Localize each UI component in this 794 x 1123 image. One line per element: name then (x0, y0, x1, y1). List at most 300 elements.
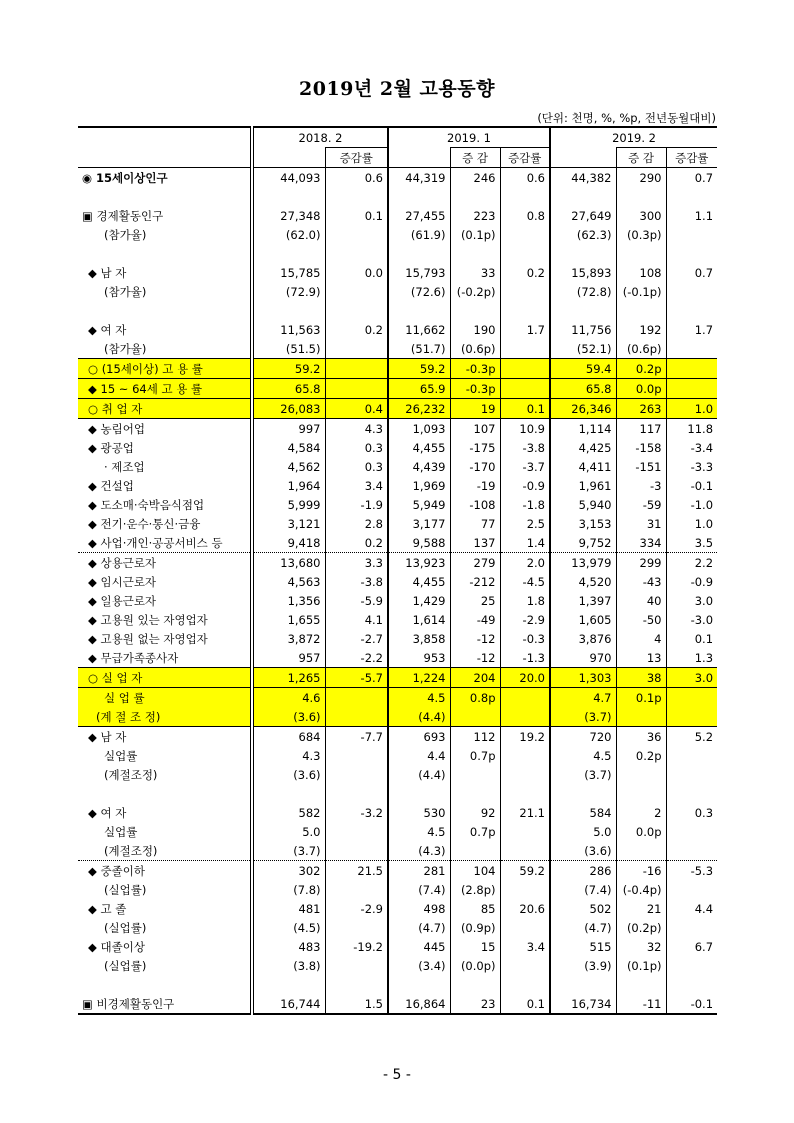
row-value: 0.2 (325, 533, 388, 553)
row-value: 33 (450, 263, 500, 282)
row-value: 38 (616, 668, 666, 688)
row-value: -3.8 (325, 572, 388, 591)
row-value: 16,734 (550, 994, 616, 1014)
row-value: -2.9 (500, 610, 550, 629)
row-value: 3.4 (325, 476, 388, 495)
row-value (325, 225, 388, 244)
header-corner (78, 127, 252, 168)
row-value: 279 (450, 553, 500, 573)
row-label: ◆ 고용원 없는 자영업자 (78, 629, 252, 648)
table-row (78, 225, 717, 244)
row-value: 3,153 (550, 514, 616, 533)
row-value: 4,411 (550, 457, 616, 476)
row-value: 3,121 (252, 514, 325, 533)
row-value: 0.6 (325, 168, 388, 188)
row-value: 1,093 (388, 419, 450, 439)
row-value (450, 841, 500, 861)
row-value: -1.9 (325, 495, 388, 514)
row-value: 970 (550, 648, 616, 668)
row-value (500, 339, 550, 359)
table-row (78, 822, 717, 841)
row-value: 0.1p (616, 688, 666, 708)
row-value: 4.5 (550, 746, 616, 765)
row-value (450, 765, 500, 784)
row-value: 108 (616, 263, 666, 282)
table-row (78, 379, 717, 399)
row-value: -170 (450, 457, 500, 476)
row-value: 4,584 (252, 438, 325, 457)
row-value: 1,605 (550, 610, 616, 629)
row-value (666, 841, 717, 861)
row-value: 104 (450, 861, 500, 881)
row-value (666, 379, 717, 399)
row-value: 27,455 (388, 206, 450, 225)
row-value: 4.5 (388, 822, 450, 841)
row-value: 65.9 (388, 379, 450, 399)
row-label: ▣ 경제활동인구 (78, 206, 252, 225)
row-value: -0.9 (690, 574, 714, 589)
row-value: 4.3 (325, 419, 388, 439)
row-value: -12 (450, 629, 500, 648)
table-row (78, 339, 717, 359)
row-value: 15,793 (388, 263, 450, 282)
row-value (325, 746, 388, 765)
row-value: 59.2 (388, 359, 450, 379)
row-value: 15,893 (550, 263, 616, 282)
header-period-2019-1: 2019. 1 (388, 127, 550, 148)
row-value: 1,265 (252, 668, 325, 688)
row-value: 286 (550, 861, 616, 881)
row-label: 실업률 (78, 746, 252, 765)
row-value (500, 379, 550, 399)
row-value: 299 (616, 553, 666, 573)
row-label: ◆ 임시근로자 (78, 572, 252, 591)
row-value: 15 (450, 937, 500, 956)
row-value: 21.1 (500, 803, 550, 822)
row-value (666, 282, 717, 301)
row-label: (실업률) (78, 956, 252, 975)
table-row (78, 688, 717, 708)
row-value: -3.0 (690, 612, 714, 627)
row-value: 77 (450, 514, 500, 533)
row-value: (3.6) (252, 765, 325, 784)
table-row (78, 707, 717, 727)
row-value: -108 (450, 495, 500, 514)
row-value: -3.7 (500, 457, 550, 476)
row-value: 1,224 (388, 668, 450, 688)
row-value (666, 918, 717, 937)
row-value: 20.0 (500, 668, 550, 688)
row-value: (0.3p) (616, 225, 666, 244)
row-value (500, 880, 550, 899)
row-label: ○ 실 업 자 (78, 668, 252, 688)
row-label: ◆ 남 자 (78, 727, 252, 747)
row-value: -16 (616, 861, 666, 881)
row-value (666, 765, 717, 784)
row-value (500, 956, 550, 975)
table-row (78, 803, 717, 822)
row-value: -2.9 (325, 899, 388, 918)
row-value: -0.9 (500, 476, 550, 495)
table-row (78, 841, 717, 861)
row-value: (4.5) (252, 918, 325, 937)
row-value: -212 (450, 572, 500, 591)
row-value: 1,655 (252, 610, 325, 629)
row-value: 9,418 (252, 533, 325, 553)
row-value: 0.3 (325, 438, 388, 457)
row-value: 684 (252, 727, 325, 747)
row-value (500, 765, 550, 784)
row-value: 1,969 (388, 476, 450, 495)
row-value: (-0.1p) (616, 282, 666, 301)
row-value: -5.7 (325, 668, 388, 688)
page-number: - 5 - (383, 1067, 411, 1083)
table-row (78, 572, 717, 591)
table-row (78, 533, 717, 553)
row-value (325, 822, 388, 841)
row-value: 4.4 (388, 746, 450, 765)
page-title: 2019년 2월 고용동향 (299, 78, 495, 100)
row-value: (7.8) (252, 880, 325, 899)
row-value: -49 (450, 610, 500, 629)
row-value: (0.6p) (616, 339, 666, 359)
row-value: 11,756 (550, 320, 616, 339)
row-value: 1.7 (500, 320, 550, 339)
row-value: 0.2 (325, 320, 388, 339)
row-value: -3.2 (325, 803, 388, 822)
row-value: 5.0 (550, 822, 616, 841)
row-value: 16,744 (252, 994, 325, 1014)
row-value (325, 880, 388, 899)
row-value: 1,961 (550, 476, 616, 495)
table-row (78, 553, 717, 573)
row-value: -151 (616, 457, 666, 476)
row-value: 582 (252, 803, 325, 822)
row-value: (4.7) (388, 918, 450, 937)
row-value: 0.7p (450, 746, 500, 765)
row-label: (계절조정) (78, 841, 252, 861)
row-value: (0.1p) (450, 225, 500, 244)
row-value: 23 (450, 994, 500, 1014)
row-value (500, 841, 550, 861)
row-value: -11 (616, 994, 666, 1014)
row-value: 4.4 (694, 901, 714, 916)
row-value: 1,429 (388, 591, 450, 610)
row-value: 11.8 (666, 419, 717, 439)
row-value (666, 688, 717, 708)
row-value: 2.8 (325, 514, 388, 533)
row-value: (52.1) (550, 339, 616, 359)
row-value: 0.1 (325, 206, 388, 225)
row-value: 107 (450, 419, 500, 439)
row-value: 1.8 (500, 591, 550, 610)
row-value (616, 707, 666, 727)
row-value: 117 (616, 419, 666, 439)
row-value: 13,923 (388, 553, 450, 573)
row-value: (3.7) (550, 765, 616, 784)
row-value: (3.4) (388, 956, 450, 975)
row-value: 44,382 (550, 168, 616, 188)
row-value: 584 (550, 803, 616, 822)
row-value: 4.7 (550, 688, 616, 708)
table-row (78, 168, 717, 188)
row-value: (51.5) (252, 339, 325, 359)
row-value: 3,858 (388, 629, 450, 648)
row-label: (참가율) (78, 282, 252, 301)
row-value: 1,614 (388, 610, 450, 629)
row-value: 0.1 (500, 994, 550, 1014)
row-value (450, 707, 500, 727)
header-period-2019-2: 2019. 2 (550, 127, 717, 148)
row-value: 302 (252, 861, 325, 881)
row-value: -0.3p (450, 379, 500, 399)
row-value: 11,563 (252, 320, 325, 339)
row-value: 0.0 (325, 263, 388, 282)
row-label: ○ (15세이상) 고 용 률 (78, 359, 252, 379)
row-value: 25 (450, 591, 500, 610)
row-value: 300 (616, 206, 666, 225)
table-row (78, 282, 717, 301)
row-label: ◆ 전기·운수·통신·금융 (78, 514, 252, 533)
row-label: 실업률 (78, 822, 252, 841)
row-value: 1.1 (694, 208, 714, 223)
row-value: 5,940 (550, 495, 616, 514)
row-label: ◆ 여 자 (78, 803, 252, 822)
row-label: ◆ 고용원 있는 자영업자 (78, 610, 252, 629)
row-value: -1.8 (500, 495, 550, 514)
row-value: 40 (616, 591, 666, 610)
row-value (325, 379, 388, 399)
row-value: 4.1 (325, 610, 388, 629)
table-row (78, 591, 717, 610)
row-label: ◆ 남 자 (78, 263, 252, 282)
header-rate-2019-2: 증감률 (666, 148, 717, 168)
row-value: (4.4) (388, 765, 450, 784)
row-value: 1,397 (550, 591, 616, 610)
row-value: 693 (388, 727, 450, 747)
table-row (78, 746, 717, 765)
row-value: 192 (616, 320, 666, 339)
row-value: -4.5 (500, 572, 550, 591)
row-value: 137 (450, 533, 500, 553)
row-value: 3.0 (666, 668, 717, 688)
table-row (78, 994, 717, 1014)
row-value: (3.7) (252, 841, 325, 861)
row-value: -5.3 (666, 861, 717, 881)
row-label: ◆ 도소매·숙박음식점업 (78, 495, 252, 514)
row-value (666, 707, 717, 727)
row-value: 27,348 (252, 206, 325, 225)
table-row (78, 880, 717, 899)
row-value: -1.0 (690, 497, 714, 512)
row-value: 59.2 (252, 359, 325, 379)
row-value: (4.7) (550, 918, 616, 937)
row-value: (3.6) (550, 841, 616, 861)
row-value: -158 (616, 438, 666, 457)
row-value (325, 359, 388, 379)
row-value: 530 (388, 803, 450, 822)
row-value: 445 (388, 937, 450, 956)
row-value: 15,785 (252, 263, 325, 282)
row-value: 20.6 (500, 899, 550, 918)
row-value: (3.7) (550, 707, 616, 727)
table-row (78, 399, 717, 419)
row-value: 1.4 (500, 533, 550, 553)
row-value: (-0.2p) (450, 282, 500, 301)
table-row (78, 457, 717, 476)
row-label: ○ 취 업 자 (78, 399, 252, 419)
row-value: 720 (550, 727, 616, 747)
row-label: 실 업 률 (78, 688, 252, 708)
header-period-2018-2: 2018. 2 (252, 127, 388, 148)
row-value (666, 225, 717, 244)
row-value: 483 (252, 937, 325, 956)
row-value: -19 (450, 476, 500, 495)
table-row (78, 359, 717, 379)
row-value (666, 956, 717, 975)
row-value: 0.6 (500, 168, 550, 188)
spacer-row (78, 784, 717, 803)
row-value: 1.0 (694, 516, 714, 531)
row-value: 246 (450, 168, 500, 188)
row-value: (4.4) (388, 707, 450, 727)
row-value: (4.3) (388, 841, 450, 861)
row-value: -3.4 (690, 440, 714, 455)
row-value: 0.7 (694, 265, 714, 280)
row-label: ▣ 비경제활동인구 (78, 994, 252, 1014)
row-value (500, 918, 550, 937)
row-value: 59.2 (500, 861, 550, 881)
row-value: 190 (450, 320, 500, 339)
table-row (78, 438, 717, 457)
row-value: 997 (252, 419, 325, 439)
row-value (325, 956, 388, 975)
row-value: 4,455 (388, 572, 450, 591)
row-value: (2.8p) (450, 880, 500, 899)
row-value: 204 (450, 668, 500, 688)
row-label: ◆ 농림어업 (78, 419, 252, 439)
row-value: 13,680 (252, 553, 325, 573)
row-value: 4,563 (252, 572, 325, 591)
row-value: (62.3) (550, 225, 616, 244)
table-row (78, 727, 717, 747)
row-value: 2.2 (666, 553, 717, 573)
row-value: -5.9 (325, 591, 388, 610)
header-change-2019-2: 증 감 (616, 148, 666, 168)
row-value: 10.9 (500, 419, 550, 439)
row-value (666, 359, 717, 379)
header-rate-2019-1: 증감률 (500, 148, 550, 168)
row-value: 0.1 (694, 631, 714, 646)
row-value: 0.3 (325, 457, 388, 476)
row-label: ◆ 사업·개인·공공서비스 등 (78, 533, 252, 553)
row-label: ◆ 대졸이상 (78, 937, 252, 956)
table-row (78, 668, 717, 688)
row-value: 3.4 (500, 937, 550, 956)
row-value: -3 (616, 476, 666, 495)
row-label: (실업률) (78, 880, 252, 899)
row-label: ◆ 무급가족종사자 (78, 648, 252, 668)
row-value: (0.1p) (616, 956, 666, 975)
table-row (78, 206, 717, 225)
row-value: 0.4 (325, 399, 388, 419)
row-value: 953 (388, 648, 450, 668)
table-row (78, 956, 717, 975)
row-value: 112 (450, 727, 500, 747)
row-value: 2.0 (500, 553, 550, 573)
row-value (325, 918, 388, 937)
row-value: 0.2p (616, 359, 666, 379)
row-value: -0.3p (450, 359, 500, 379)
row-value (325, 688, 388, 708)
table-row (78, 320, 717, 339)
header-rate-2018-2: 증감률 (325, 148, 388, 168)
row-value: (51.7) (388, 339, 450, 359)
row-value: 3,872 (252, 629, 325, 648)
row-value: -0.3 (500, 629, 550, 648)
row-value: 1.0 (666, 399, 717, 419)
row-value (666, 822, 717, 841)
row-value: (3.6) (252, 707, 325, 727)
row-value: (3.8) (252, 956, 325, 975)
row-value: 5.0 (252, 822, 325, 841)
unit-note: (단위: 천명, %, %p, 전년동월대비) (537, 111, 716, 125)
row-value: (3.9) (550, 956, 616, 975)
row-value: 498 (388, 899, 450, 918)
row-value: (0.2p) (616, 918, 666, 937)
row-value (616, 841, 666, 861)
spacer-row (78, 244, 717, 263)
table-row (78, 899, 717, 918)
row-value (616, 765, 666, 784)
row-label: ◆ 일용근로자 (78, 591, 252, 610)
row-value: (0.9p) (450, 918, 500, 937)
row-value: 3.0 (694, 593, 714, 608)
row-value: 957 (252, 648, 325, 668)
row-value: 0.8 (500, 206, 550, 225)
row-label: (참가율) (78, 339, 252, 359)
row-value: 21 (616, 899, 666, 918)
row-value: 59.4 (550, 359, 616, 379)
row-value: 92 (450, 803, 500, 822)
row-value: -0.1 (666, 994, 717, 1014)
row-label: (계절조정) (78, 765, 252, 784)
row-value (500, 282, 550, 301)
row-value: 6.7 (694, 939, 714, 954)
table-row (78, 918, 717, 937)
employment-table (78, 126, 717, 1015)
table-row (78, 629, 717, 648)
row-value: -3.8 (500, 438, 550, 457)
row-value: 5,949 (388, 495, 450, 514)
row-value: 13,979 (550, 553, 616, 573)
row-value: 1,303 (550, 668, 616, 688)
row-value (500, 746, 550, 765)
row-value: 19 (450, 399, 500, 419)
row-value: 290 (616, 168, 666, 188)
row-value (500, 688, 550, 708)
row-value: -1.3 (500, 648, 550, 668)
row-value: -0.1 (690, 478, 714, 493)
row-value: 1,114 (550, 419, 616, 439)
row-value: 1.3 (694, 650, 714, 665)
row-value: 4,562 (252, 457, 325, 476)
row-value (666, 880, 717, 899)
row-value: 4,425 (550, 438, 616, 457)
row-value: 223 (450, 206, 500, 225)
row-value: 9,588 (388, 533, 450, 553)
row-value: -2.2 (325, 648, 388, 668)
